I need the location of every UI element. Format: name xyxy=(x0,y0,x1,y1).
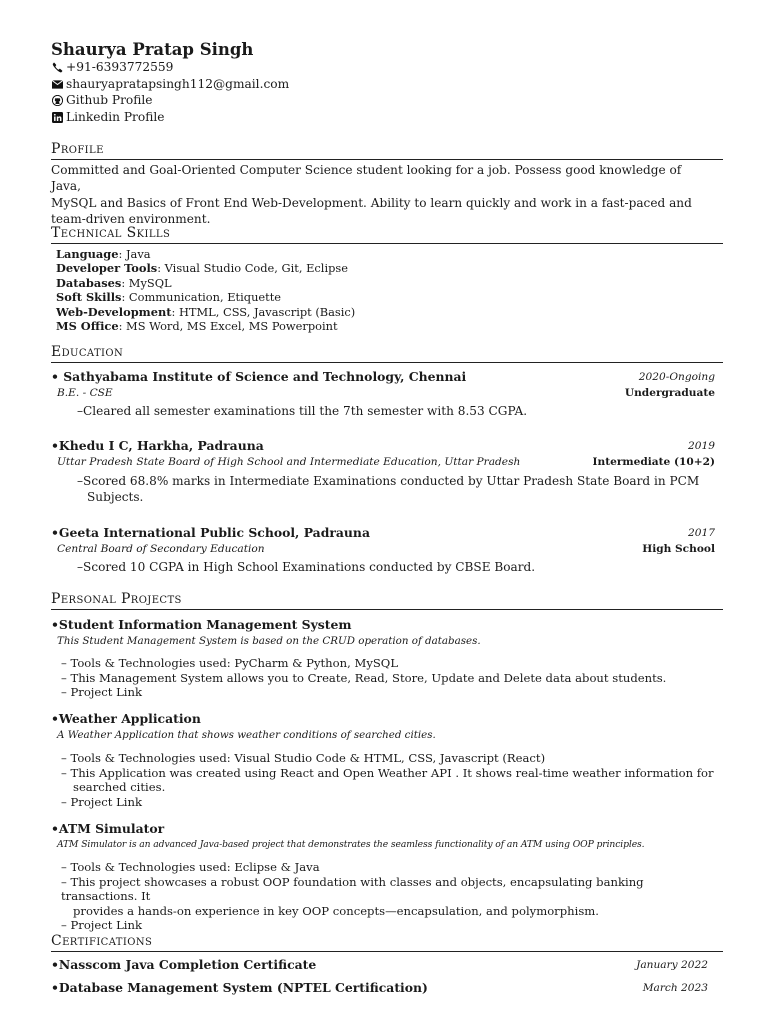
projects-heading: Personal Projects xyxy=(51,591,723,610)
education-level: Undergraduate xyxy=(624,387,715,399)
skill-value: : MS Word, MS Excel, MS Powerpoint xyxy=(118,319,338,333)
skill-row xyxy=(56,305,355,319)
email-address[interactable]: shauryapratapsingh112@gmail.com xyxy=(66,77,290,91)
project-link[interactable]: – Project Link xyxy=(61,918,142,932)
phone-icon xyxy=(51,61,63,73)
project-detail-line: – This Management System allows you to Create, Read, Store, Update and Delete data about students. xyxy=(61,670,667,685)
envelope-icon xyxy=(51,78,63,90)
skill-value: : HTML, CSS, Javascript (Basic) xyxy=(171,305,356,319)
certification-date: January 2022 xyxy=(636,959,708,971)
skill-label: Databases xyxy=(56,276,122,290)
skill-row xyxy=(56,319,338,333)
linkedin-link[interactable]: Linkedin Profile xyxy=(66,110,165,124)
project-detail-line: – Tools & Technologies used: PyCharm & Python, MySQL xyxy=(61,656,399,670)
linkedin-icon xyxy=(51,111,63,123)
education-date: 2017 xyxy=(688,527,715,539)
project-link[interactable]: – Project Link xyxy=(61,685,142,699)
profile-line: MySQL and Basics of Front End Web-Development. Ability to learn quickly and work in a fast-paced and xyxy=(51,195,692,210)
profile-line: team-driven environment. xyxy=(51,211,211,226)
education-detail: –Scored 10 CGPA in High School Examinations conducted by CBSE Board. xyxy=(77,560,536,574)
project-name: •Weather Application xyxy=(51,711,201,726)
phone-number[interactable]: +91-6393772559 xyxy=(66,60,174,74)
certifications-heading: Certifications xyxy=(51,933,723,952)
profile-line: Committed and Goal-Oriented Computer Science student looking for a job. Possess good knowledge of Java, xyxy=(51,163,682,194)
project-detail-line: – Tools & Technologies used: Visual Studio Code & HTML, CSS, Javascript (React) xyxy=(61,751,546,765)
project-detail-line: provides a hands-on experience in key OOP concepts—encapsulation, and polymorphism. xyxy=(73,903,599,918)
certification-name: •Database Management System (NPTEL Certification) xyxy=(51,980,428,995)
github-link[interactable]: Github Profile xyxy=(66,93,153,107)
education-degree: Central Board of Secondary Education xyxy=(57,543,265,555)
skill-label: Language xyxy=(56,247,119,261)
skill-row xyxy=(56,261,348,275)
phone-row xyxy=(51,60,173,74)
project-description: ATM Simulator is an advanced Java-based project that demonstrates the seamless functionality of an ATM using OOP principles. xyxy=(57,839,645,850)
education-school: •Geeta International Public School, Padrauna xyxy=(51,525,370,540)
certification-name: •Nasscom Java Completion Certificate xyxy=(51,957,317,972)
education-school: •Khedu I C, Harkha, Padrauna xyxy=(51,438,264,453)
skill-value: : Communication, Etiquette xyxy=(121,290,282,304)
resume-page xyxy=(51,0,723,1024)
skill-row xyxy=(56,276,172,290)
education-detail: –Scored 68.8% marks in Intermediate Examinations conducted by Uttar Pradesh State Board in PCM xyxy=(77,474,700,488)
education-date: 2020-Ongoing xyxy=(638,371,715,383)
email-row xyxy=(51,77,289,91)
project-detail-line: – This Application was created using React and Open Weather API . It shows real-time weather information for xyxy=(61,765,714,780)
project-details xyxy=(61,656,666,700)
github-row xyxy=(51,93,153,107)
education-heading: Education xyxy=(51,344,723,363)
education-date: 2019 xyxy=(688,440,715,452)
skill-label: Soft Skills xyxy=(56,290,122,304)
project-detail-line: searched cities. xyxy=(73,780,166,794)
profile-heading: Profile xyxy=(51,141,723,160)
project-detail-line: – This project showcases a robust OOP foundation with classes and objects, encapsulating banking transactions. It xyxy=(61,874,644,903)
education-detail: Subjects. xyxy=(87,490,144,504)
education-degree: B.E. - CSE xyxy=(57,387,113,399)
candidate-name: Shaurya Pratap Singh xyxy=(51,40,254,59)
skills-heading: Technical Skills xyxy=(51,225,723,244)
education-detail: –Cleared all semester examinations till the 7th semester with 8.53 CGPA. xyxy=(77,404,528,418)
profile-text xyxy=(51,162,711,227)
project-details xyxy=(61,860,723,933)
skill-label: Developer Tools xyxy=(56,261,158,275)
project-description: This Student Management System is based on the CRUD operation of databases. xyxy=(57,635,481,647)
skill-value: : Visual Studio Code, Git, Eclipse xyxy=(157,261,348,275)
project-details xyxy=(61,751,721,809)
education-degree: Uttar Pradesh State Board of High School and Intermediate Education, Uttar Pradesh xyxy=(57,456,521,468)
project-description: A Weather Application that shows weather conditions of searched cities. xyxy=(57,729,436,741)
skill-row xyxy=(56,290,281,304)
skill-label: MS Office xyxy=(56,319,119,333)
certification-date: March 2023 xyxy=(642,982,708,994)
skill-label: Web-Development xyxy=(56,305,172,319)
project-link[interactable]: – Project Link xyxy=(61,794,142,809)
project-name: •Student Information Management System xyxy=(51,617,352,632)
skill-value: : MySQL xyxy=(121,276,172,290)
education-school: • Sathyabama Institute of Science and Technology, Chennai xyxy=(51,369,467,384)
education-level: Intermediate (10+2) xyxy=(592,456,715,468)
skill-value: : Java xyxy=(118,247,151,261)
project-detail-line: – Tools & Technologies used: Eclipse & Java xyxy=(61,860,320,874)
education-level: High School xyxy=(642,543,715,555)
skill-row xyxy=(56,247,151,261)
github-icon xyxy=(51,94,63,106)
project-name: •ATM Simulator xyxy=(51,821,165,836)
linkedin-row xyxy=(51,110,164,124)
